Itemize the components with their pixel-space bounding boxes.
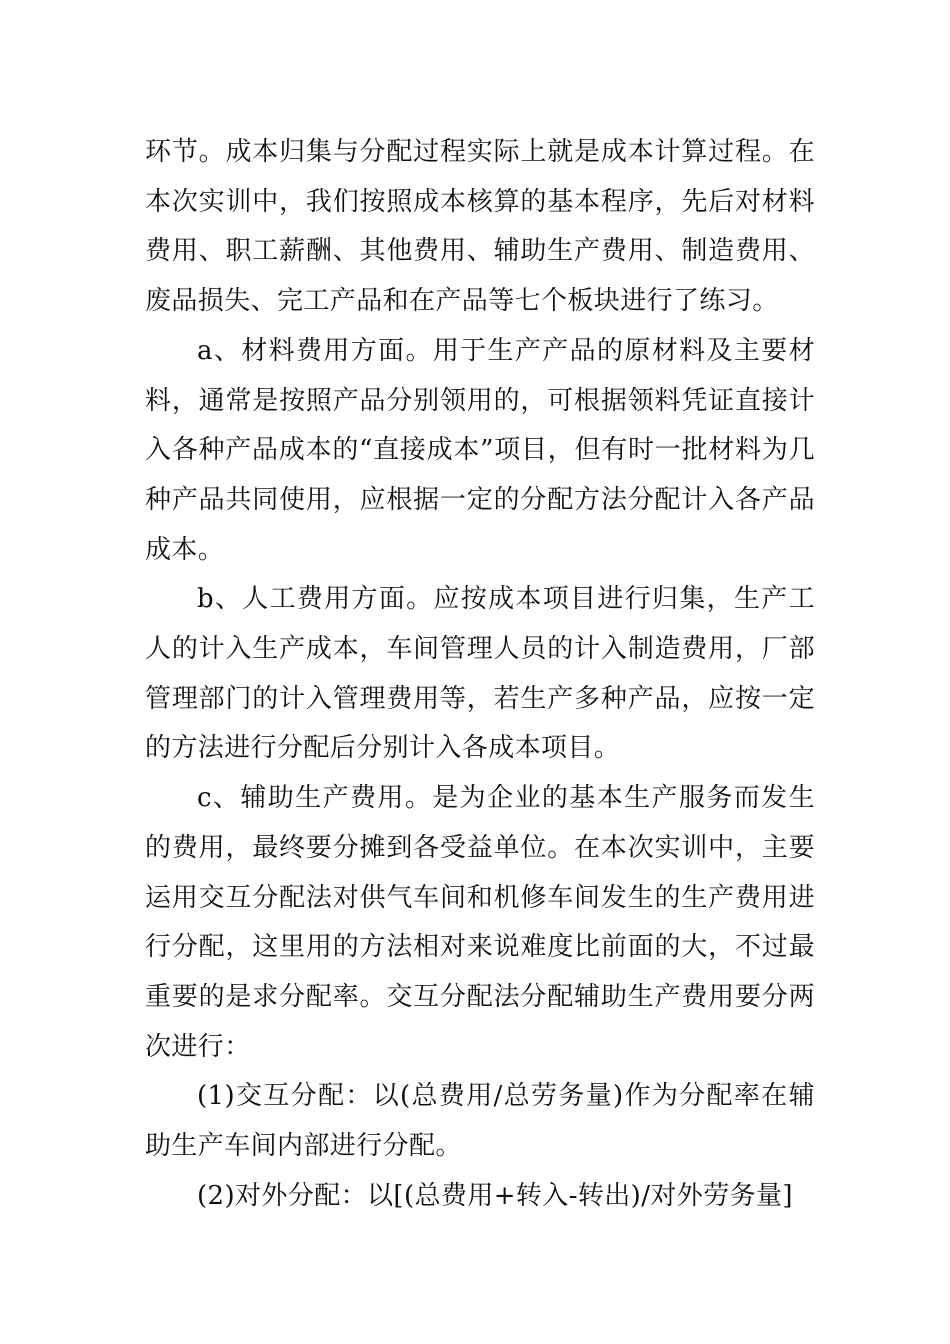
paragraph-auxiliary-production-costs: c、辅助生产费用。是为企业的基本生产服务而发生的费用，最终要分摊到各受益单位。在本次实训中，主要运用交互分配法对供气车间和机修车间发生的生产费用进行分配，这里用的方法相对来说难度比前面的大，不过最重要的是求分配率。交互分配法分配辅助生产费用要分两次进行： [145, 783, 815, 1062]
paragraph-cost-allocation-intro: 环节。成本归集与分配过程实际上就是成本计算过程。在本次实训中，我们按照成本核算的基本程序，先后对材料费用、职工薪酬、其他费用、辅助生产费用、制造费用、废品损失、完工产品和在产品等七个板块进行了练习。 [145, 137, 815, 317]
paragraph-material-costs: a、材料费用方面。用于生产产品的原材料及主要材料，通常是按照产品分别领用的，可根据领料凭证直接计入各种产品成本的“直接成本”项目，但有时一批材料为几种产品共同使用，应根据一定的分配方法分配计入各产品成本。 [145, 335, 815, 565]
paragraph-step-reciprocal-allocation: (1)交互分配：以(总费用/总劳务量)作为分配率在辅助生产车间内部进行分配。 [145, 1081, 815, 1162]
paragraph-step-external-allocation: (2)对外分配：以[(总费用+转入-转出)/对外劳务量] [197, 1180, 793, 1211]
document-body [145, 128, 815, 1221]
paragraph-labor-costs: b、人工费用方面。应按成本项目进行归集，生产工人的计入生产成本，车间管理人员的计入制造费用，厂部管理部门的计入管理费用等，若生产多种产品，应按一定的方法进行分配后分别计入各成本项目。 [145, 584, 815, 764]
